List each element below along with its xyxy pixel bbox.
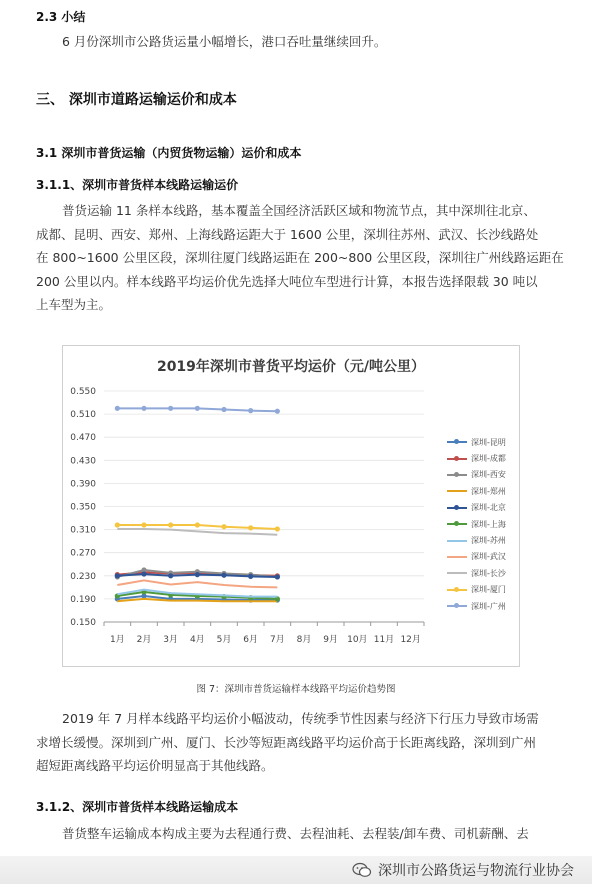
legend-marker: [454, 456, 459, 461]
legend-swatch: [447, 605, 467, 607]
legend-swatch: [447, 556, 467, 558]
paragraph-line: 普货运输 11 条样本线路，基本覆盖全国经济活跃区域和物流节点，其中深圳往北京、: [62, 203, 536, 218]
legend-item: [447, 549, 527, 565]
analysis-paragraph: [36, 707, 539, 778]
y-tick-label: 0.430: [70, 456, 96, 467]
legend-label: 深圳-上海: [471, 519, 506, 529]
footer-source: 深圳市公路货运与物流行业协会: [378, 863, 574, 879]
legend-marker: [454, 521, 459, 526]
x-tick-label: 7月: [269, 635, 285, 645]
paragraph-line: 求增长缓慢。深圳到广州、厦门、长沙等短距离线路平均运价高于长距离线路，深圳到广州: [36, 734, 537, 750]
heading-2-3: 2.3 小结: [36, 10, 86, 24]
heading-3-1: 3.1 深圳市普货运输（内贸货物运输）运价和成本: [36, 146, 302, 160]
legend-marker: [454, 587, 459, 592]
x-tick-label: 12月: [400, 635, 421, 645]
legend-item: [447, 434, 527, 450]
legend-label: 深圳-苏州: [471, 536, 506, 546]
wechat-icon: [352, 862, 372, 878]
legend-item: [447, 598, 527, 614]
legend-label: 深圳-武汉: [471, 552, 506, 562]
route-paragraph: [36, 199, 564, 317]
y-tick-label: 0.230: [70, 571, 96, 582]
legend-item: [447, 582, 527, 598]
x-tick-label: 4月: [189, 635, 205, 645]
y-tick-label: 0.470: [70, 433, 96, 444]
legend-item: [447, 467, 527, 483]
legend-label: 深圳-西安: [471, 470, 506, 480]
summary-text: 6 月份深圳市公路货运量小幅增长，港口吞吐量继续回升。: [62, 34, 387, 49]
x-tick-label: 11月: [373, 635, 395, 645]
x-tick-label: 9月: [323, 635, 339, 645]
paragraph-line: 200 公里以内。样本线路平均运价优先选择大吨位车型进行计算，本报告选择限载 30 吨以: [36, 273, 538, 289]
paragraph-line: 上车型为主。: [36, 297, 112, 312]
legend-swatch: [447, 540, 467, 542]
paragraph-line: 超短距离线路平均运价明显高于其他线路。: [36, 758, 274, 773]
legend-item: [447, 532, 527, 548]
legend-label: 深圳-长沙: [471, 568, 506, 578]
legend-label: 深圳-郑州: [471, 486, 506, 496]
chart-title: 2019年深圳市普货平均运价（元/吨公里）: [156, 359, 426, 375]
x-tick-label: 8月: [296, 635, 312, 645]
legend-marker: [454, 472, 459, 477]
y-tick-label: 0.150: [70, 618, 96, 628]
legend-swatch: [447, 523, 467, 525]
legend-swatch: [447, 490, 467, 492]
cost-text: 普货整车运输成本构成主要为去程通行费、去程油耗、去程装/卸车费、司机薪酬、去: [62, 826, 529, 841]
y-tick-label: 0.350: [70, 502, 96, 513]
footer-bar: [0, 856, 592, 884]
y-tick-label: 0.550: [70, 387, 96, 397]
legend-marker: [454, 603, 459, 608]
legend-swatch: [447, 507, 467, 509]
legend-label: 深圳-广州: [471, 601, 506, 611]
legend-swatch: [447, 589, 467, 591]
heading-3-1-2: 3.1.2、深圳市普货样本线路运输成本: [36, 800, 239, 814]
x-tick-label: 6月: [243, 635, 259, 645]
legend-item: [447, 565, 527, 581]
y-tick-label: 0.270: [70, 548, 96, 559]
legend-label: 深圳-昆明: [471, 437, 506, 447]
legend-label: 深圳-厦门: [471, 585, 506, 595]
y-tick-label: 0.390: [70, 479, 96, 490]
legend-swatch: [447, 474, 467, 476]
legend-label: 深圳-北京: [471, 503, 506, 513]
y-tick-label: 0.510: [70, 410, 96, 421]
x-tick-label: 2月: [136, 635, 152, 645]
y-tick-label: 0.310: [70, 525, 96, 536]
x-tick-label: 3月: [163, 635, 179, 645]
chart-legend: [447, 434, 527, 614]
paragraph-line: 在 800~1600 公里区段，深圳往厦门线路运距在 200~800 公里区段，深圳往广州线路运距在: [36, 250, 564, 265]
figure-caption: 图 7：深圳市普货运输样本线路平均运价趋势图: [196, 684, 396, 695]
legend-item: [447, 516, 527, 532]
legend-marker: [454, 439, 459, 444]
y-tick-label: 0.190: [70, 594, 96, 605]
legend-swatch: [447, 572, 467, 574]
legend-swatch: [447, 458, 467, 460]
x-tick-label: 10月: [347, 635, 368, 645]
heading-3-1-1: 3.1.1、深圳市普货样本线路运输运价: [36, 178, 239, 192]
legend-label: 深圳-成都: [471, 454, 506, 464]
heading-section-3: 三、 深圳市道路运输运价和成本: [36, 92, 237, 108]
x-tick-label: 5月: [216, 635, 232, 645]
legend-item: [447, 500, 527, 516]
legend-swatch: [447, 441, 467, 443]
x-tick-label: 1月: [109, 635, 125, 645]
legend-marker: [454, 505, 459, 510]
paragraph-line: 成都、昆明、西安、郑州、上海线路运距大于 1600 公里，深圳往苏州、武汉、长沙线路处: [36, 226, 539, 242]
legend-item: [447, 483, 527, 499]
paragraph-line: 2019 年 7 月样本线路平均运价小幅波动，传统季节性因素与经济下行压力导致市场需: [62, 711, 539, 726]
legend-item: [447, 450, 527, 466]
